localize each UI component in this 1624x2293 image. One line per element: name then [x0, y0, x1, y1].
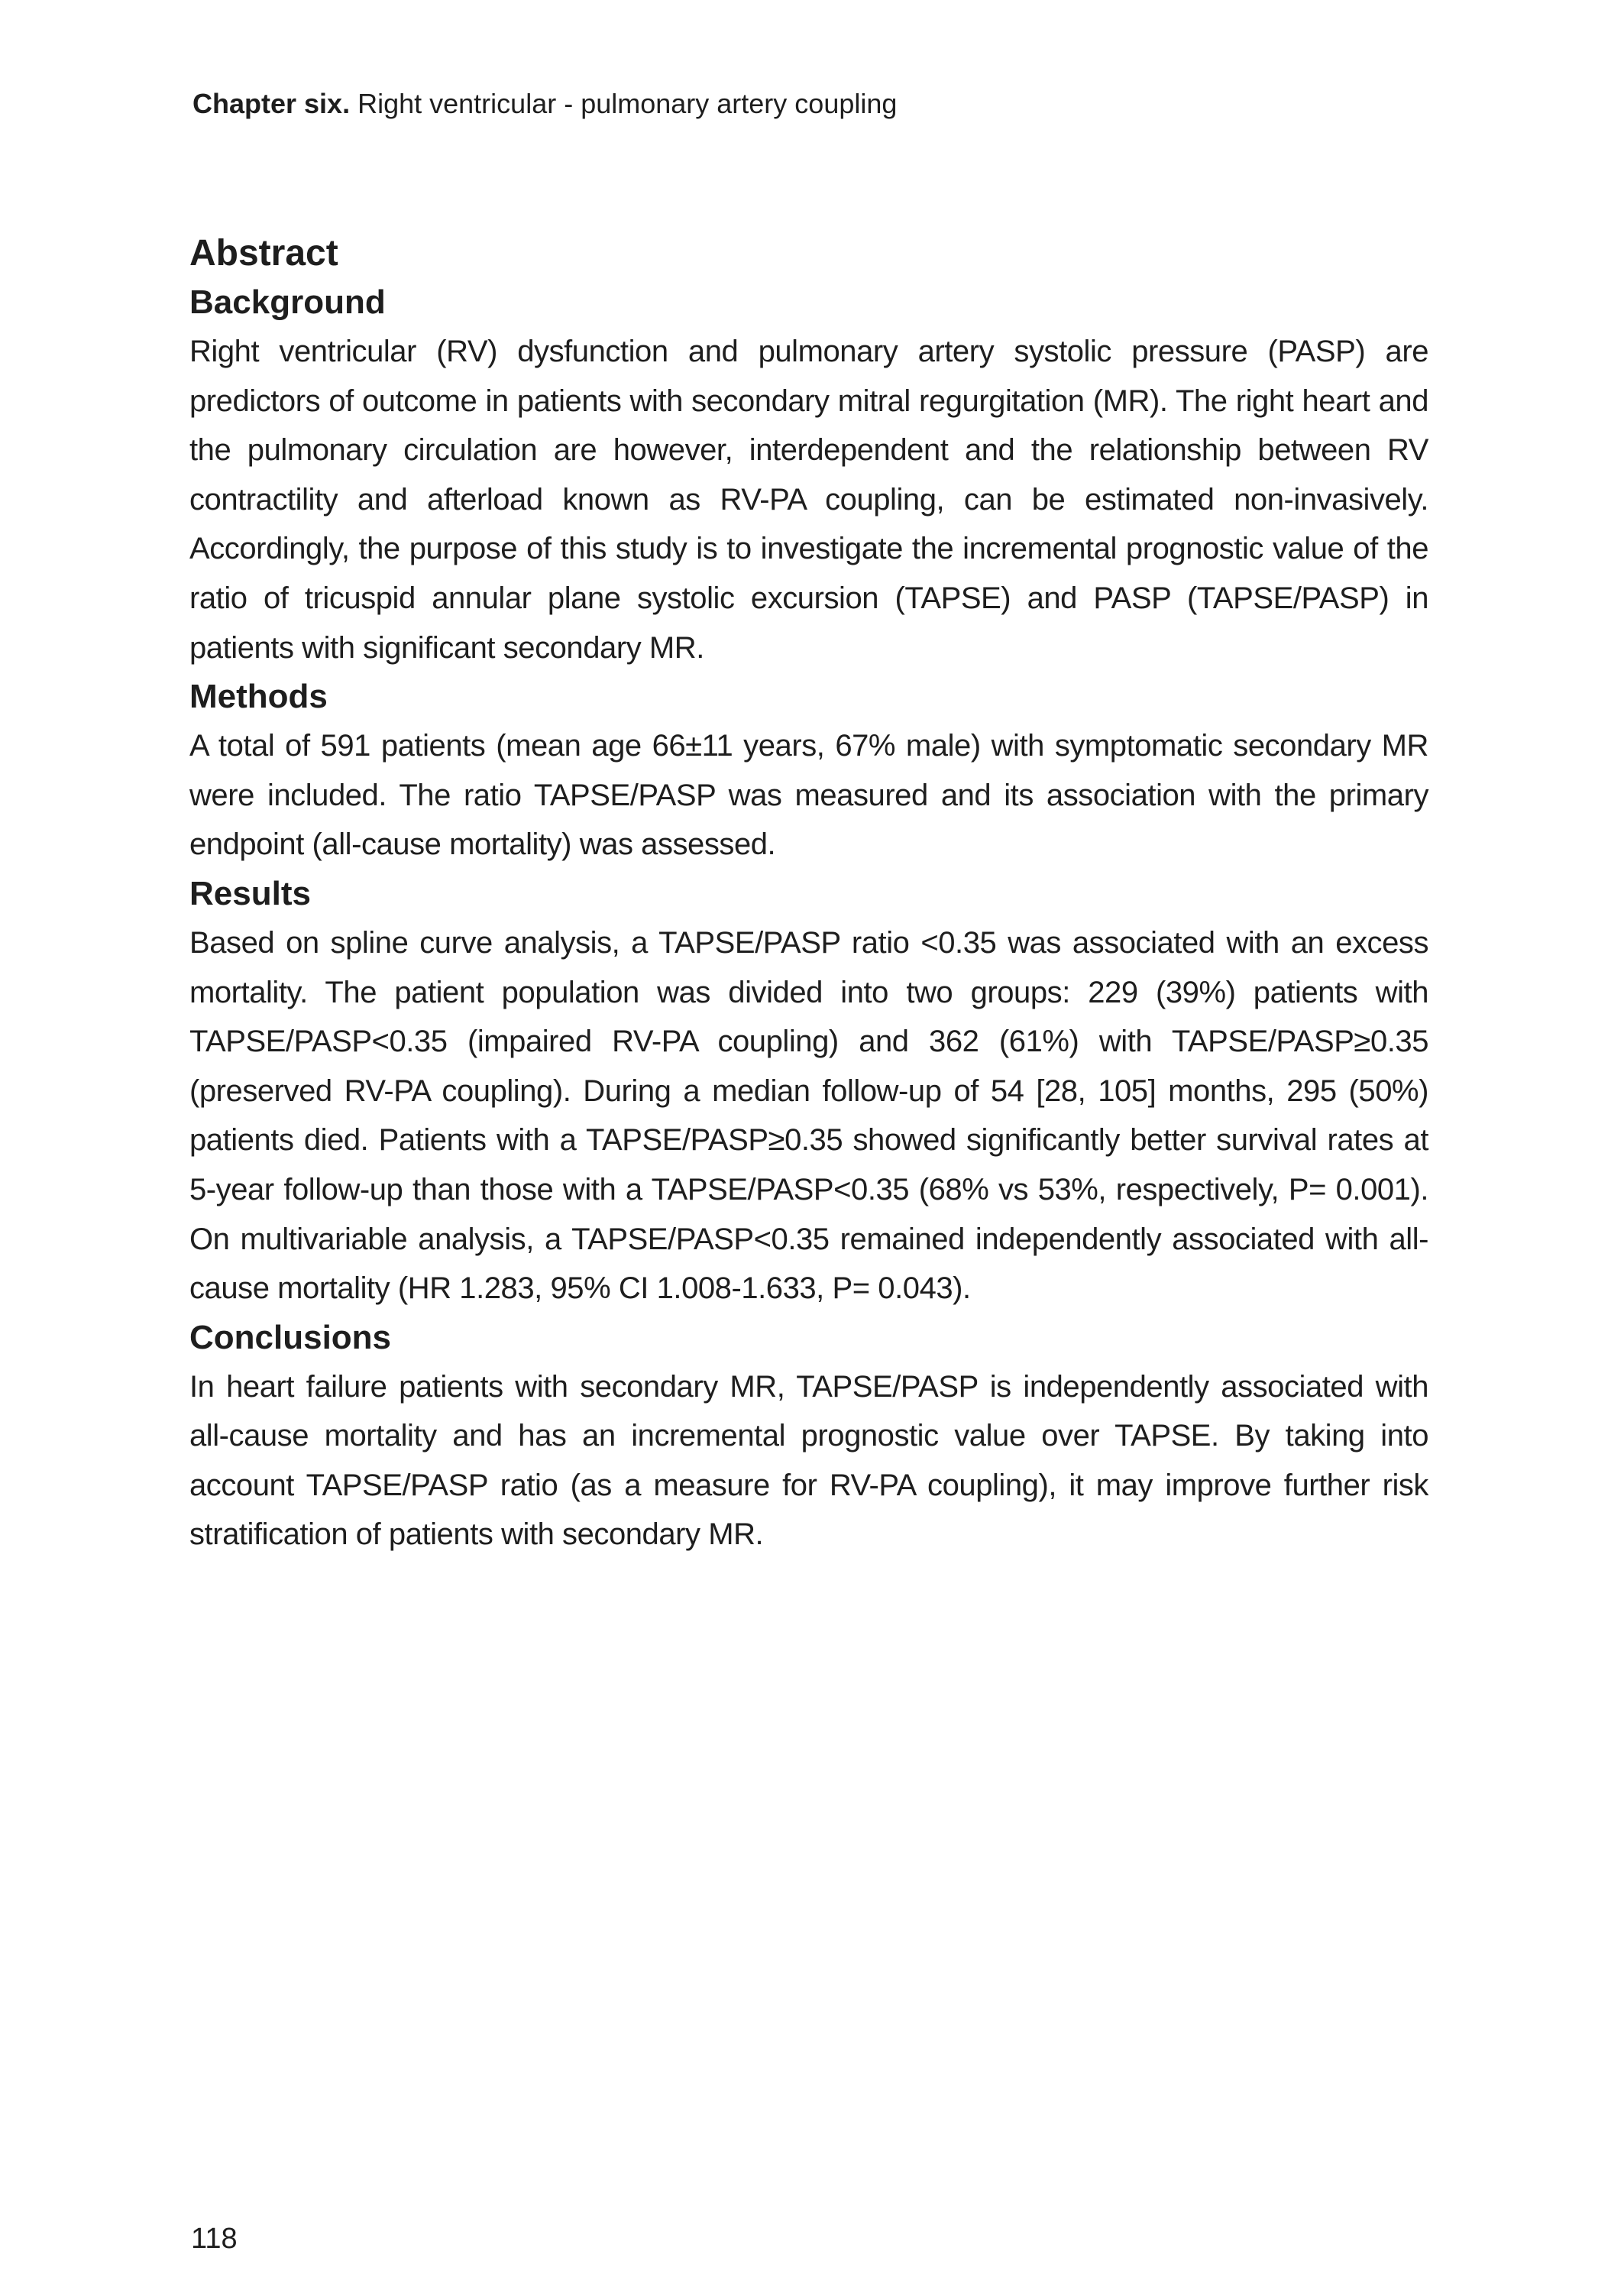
results-section: [189, 870, 1428, 1313]
conclusions-section: [189, 1313, 1428, 1559]
page-number: 118: [191, 2223, 238, 2255]
methods-heading: Methods: [189, 678, 328, 716]
chapter-label: Chapter six.: [192, 88, 351, 119]
background-section: [189, 278, 1428, 672]
abstract-content: [189, 229, 1428, 1559]
chapter-title: Right ventricular - pulmonary artery coupling: [357, 88, 898, 119]
abstract-title: Abstract: [189, 233, 338, 274]
methods-text: A total of 591 patients (mean age 66±11 years, 67% male) with symptomatic secondary MR were included. The ratio TAPSE/PASP was measured and its association with the primary endpoint (all-cause mortality) was assessed.: [189, 729, 1428, 862]
running-header: [192, 86, 897, 122]
conclusions-text: In heart failure patients with secondary MR, TAPSE/PASP is independently associated with all-cause mortality and has an incremental prognostic value over TAPSE. By taking into account TAPSE/PASP ratio (as a measure for RV-PA coupling), it may improve further risk stratification of patients with secondary MR.: [189, 1369, 1428, 1552]
results-text: Based on spline curve analysis, a TAPSE/PASP ratio <0.35 was associated with an excess mortality. The patient population was divided into two groups: 229 (39%) patients with TAPSE/PASP<0.35 (impaired RV-PA coupling) and 362 (61%) with TAPSE/PASP≥0.35 (preserved RV-PA coupling). During a median follow-up of 54 [28, 105] months, 295 (50%) patients died. Patients with a TAPSE/PASP≥0.35 showed significantly better survival rates at 5-year follow-up than those with a TAPSE/PASP<0.35 (68% vs 53%, respectively, P= 0.001). On multivariable analysis, a TAPSE/PASP<0.35 remained independently associated with all-cause mortality (HR 1.283, 95% CI 1.008-1.633, P= 0.043).: [189, 925, 1428, 1306]
conclusions-heading: Conclusions: [189, 1318, 392, 1356]
methods-section: [189, 672, 1428, 870]
background-text: Right ventricular (RV) dysfunction and pulmonary artery systolic pressure (PASP) are predictors of outcome in patients with secondary mitral regurgitation (MR). The right heart and the pulmonary circulation are however, interdependent and the relationship between RV contractility and afterload known as RV-PA coupling, can be estimated non-invasively. Accordingly, the purpose of this study is to investigate the incremental prognostic value of the ratio of tricuspid annular plane systolic excursion (TAPSE) and PASP (TAPSE/PASP) in patients with significant secondary MR.: [189, 335, 1428, 665]
background-heading: Background: [189, 283, 386, 321]
results-heading: Results: [189, 874, 311, 912]
